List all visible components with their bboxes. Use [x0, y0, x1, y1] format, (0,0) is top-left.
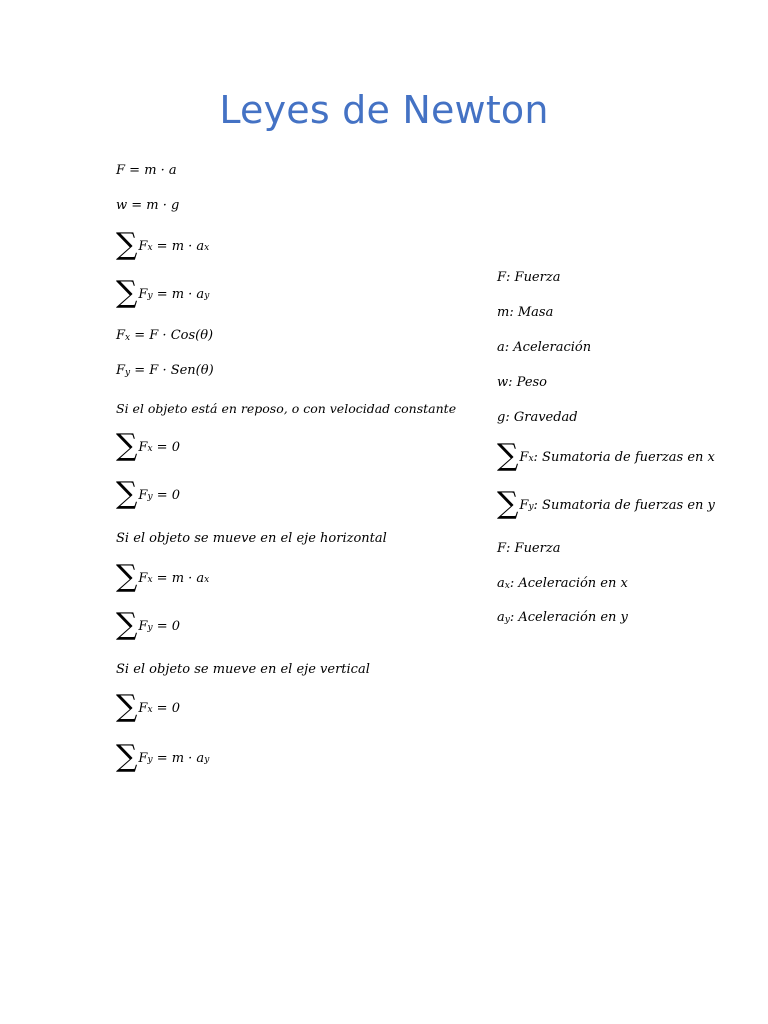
symbol: a	[497, 576, 505, 591]
expression: = m · a	[156, 286, 205, 302]
legend-text: : Fuerza	[506, 541, 561, 556]
condition-horizontal: Si el objeto se mueve en el eje horizontal	[116, 531, 387, 546]
sigma-icon: ∑	[116, 689, 138, 724]
symbol: F	[138, 286, 148, 302]
symbol: a	[497, 340, 505, 355]
formula-sum-fy-may-v	[116, 739, 210, 774]
sigma-icon: ∑	[497, 438, 519, 473]
symbol: m	[497, 305, 510, 320]
subscript: y	[147, 623, 153, 633]
subscript: x	[204, 243, 210, 253]
formula-sum-fx-zero	[116, 428, 180, 463]
formula-sum-fy-zero	[116, 476, 180, 511]
expression: = 0	[156, 439, 180, 455]
symbol: w	[497, 375, 509, 390]
symbol: F	[116, 328, 126, 343]
subscript: y	[147, 755, 153, 765]
subscript: x	[147, 705, 153, 715]
symbol: g	[497, 410, 506, 425]
expression: = 0	[156, 487, 180, 503]
sigma-icon: ∑	[116, 227, 138, 262]
condition-rest: Si el objeto está en reposo, o con velocidad constante	[116, 401, 457, 416]
sigma-icon: ∑	[116, 428, 138, 463]
subscript: x	[125, 332, 131, 343]
subscript: x	[528, 454, 534, 464]
subscript: x	[204, 575, 210, 585]
legend-text: : Sumatoria de fuerzas en x	[533, 449, 715, 465]
sigma-icon: ∑	[116, 607, 138, 642]
subscript: y	[204, 755, 210, 765]
legend-aceleracion-x	[497, 576, 628, 591]
formula-sum-fx-max	[116, 227, 210, 262]
legend-fuerza-2	[497, 541, 560, 556]
sigma-icon: ∑	[116, 559, 138, 594]
formula-force	[116, 163, 177, 178]
sigma-icon: ∑	[497, 486, 519, 521]
subscript: y	[147, 492, 153, 502]
formula-sum-fx-zero-v	[116, 689, 180, 724]
formula-fx-cos	[116, 328, 213, 343]
subscript: x	[147, 575, 153, 585]
legend-text: : Aceleración en x	[509, 576, 628, 591]
subscript: y	[147, 291, 153, 301]
symbol: F	[116, 163, 126, 178]
symbol: F	[116, 363, 126, 378]
formula-fy-sen	[116, 363, 214, 378]
legend-sum-fx	[497, 438, 715, 473]
expression: = m · a	[156, 750, 205, 766]
sigma-icon: ∑	[116, 739, 138, 774]
expression: = F · Sen(θ)	[134, 363, 214, 378]
legend-fuerza	[497, 270, 560, 285]
subscript: y	[504, 614, 510, 625]
symbol: F	[138, 618, 148, 634]
formula-sum-fy-zero-h	[116, 607, 180, 642]
subscript: x	[504, 580, 510, 591]
legend-text: : Aceleración	[504, 340, 592, 355]
subscript: y	[125, 367, 131, 378]
legend-gravedad	[497, 410, 578, 425]
legend-text: : Fuerza	[506, 270, 561, 285]
legend-text: : Peso	[508, 375, 548, 390]
legend-text: : Sumatoria de fuerzas en y	[533, 497, 715, 513]
formula-sum-fy-may	[116, 275, 210, 310]
legend-text: : Aceleración en y	[509, 610, 628, 625]
legend-sum-fy	[497, 486, 715, 521]
symbol: F	[138, 700, 148, 716]
expression: = 0	[156, 700, 180, 716]
expression: = m · g	[131, 198, 180, 213]
symbol: w	[116, 198, 128, 213]
sigma-icon: ∑	[116, 476, 138, 511]
legend-masa	[497, 305, 553, 320]
legend-peso	[497, 375, 547, 390]
symbol: F	[138, 750, 148, 766]
symbol: F	[138, 439, 148, 455]
symbol: a	[497, 610, 505, 625]
page-title: Leyes de Newton	[219, 88, 549, 132]
legend-text: : Gravedad	[505, 410, 578, 425]
subscript: y	[204, 291, 210, 301]
symbol: F	[138, 487, 148, 503]
subscript: x	[147, 444, 153, 454]
symbol: F	[138, 238, 148, 254]
symbol: F	[138, 570, 148, 586]
legend-aceleracion	[497, 340, 591, 355]
expression: = F · Cos(θ)	[134, 328, 214, 343]
expression: = m · a	[156, 238, 205, 254]
expression: = m · a	[156, 570, 205, 586]
formula-weight	[116, 198, 179, 213]
subscript: x	[147, 243, 153, 253]
symbol: F	[519, 497, 529, 513]
sigma-icon: ∑	[116, 275, 138, 310]
legend-text: : Masa	[509, 305, 554, 320]
expression: = 0	[156, 618, 180, 634]
condition-vertical: Si el objeto se mueve en el eje vertical	[116, 662, 370, 677]
symbol: F	[497, 541, 507, 556]
formula-sum-fx-max-h	[116, 559, 210, 594]
expression: = m · a	[129, 163, 177, 178]
symbol: F	[497, 270, 507, 285]
symbol: F	[519, 449, 529, 465]
subscript: y	[528, 502, 534, 512]
legend-aceleracion-y	[497, 610, 628, 625]
